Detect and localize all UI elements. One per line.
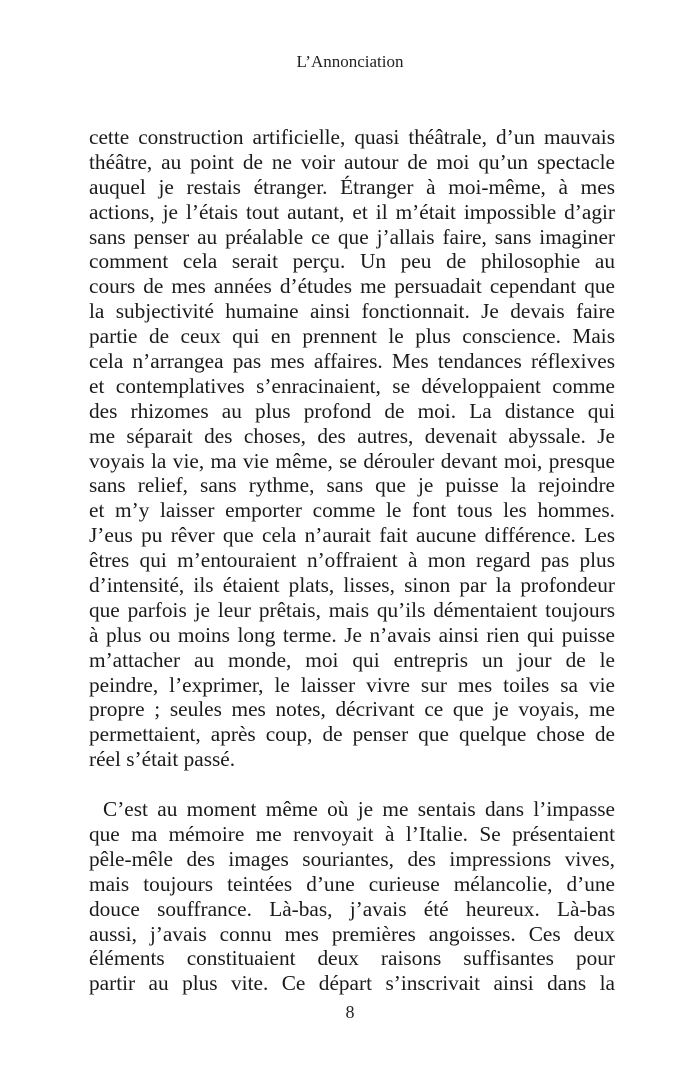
text-line: aussi, j’avais connu mes premières angoisses. Ces deux: [89, 921, 615, 946]
text-line: pêle-mêle des images souriantes, des impressions vives,: [89, 846, 615, 871]
text-line: êtres qui m’entouraient n’offraient à mon regard pas plus: [89, 548, 615, 573]
text-line: actions, je l’étais tout autant, et il m’était impossible d’agir: [89, 199, 615, 224]
text-line: à plus ou moins long terme. Je n’avais ainsi rien qui puisse: [89, 622, 615, 647]
text-line: partir au plus vite. Ce départ s’inscrivait ainsi dans la: [89, 971, 615, 996]
page-number: 8: [345, 1002, 355, 1022]
text-line: me séparait des choses, des autres, devenait abyssale. Je: [89, 423, 615, 448]
text-line: sans relief, sans rythme, sans que je puisse la rejoindre: [89, 473, 615, 498]
text-line: mais toujours teintées d’une curieuse mélancolie, d’une: [89, 871, 615, 896]
text-line: C’est au moment même où je me sentais dans l’impasse: [103, 797, 615, 822]
text-line: et contemplatives s’enracinaient, se développaient comme: [89, 373, 615, 398]
running-head-title: L’Annonciation: [296, 52, 404, 71]
text-line: cours de mes années d’études me persuadait cependant que: [89, 274, 615, 299]
text-line: d’intensité, ils étaient plats, lisses, sinon par la profondeur: [89, 573, 615, 598]
text-line: propre ; seules mes notes, décrivant ce que je voyais, me: [89, 697, 615, 722]
text-line: J’eus pu rêver que cela n’aurait fait aucune différence. Les: [89, 523, 615, 548]
text-line: comment cela serait perçu. Un peu de philosophie au: [89, 249, 615, 274]
text-line: cela n’arrangea pas mes affaires. Mes tendances réflexives: [89, 349, 615, 374]
text-line: théâtre, au point de ne voir autour de moi qu’un spectacle: [89, 149, 615, 174]
text-line: que parfois je leur prêtais, mais qu’ils démentaient toujours: [89, 597, 615, 622]
text-line: et m’y laisser emporter comme le font tous les hommes.: [89, 498, 615, 523]
text-line: cette construction artificielle, quasi théâtrale, d’un mauvais: [89, 125, 615, 149]
text-line: m’attacher au monde, moi qui entrepris un jour de le: [89, 647, 615, 672]
text-line: éléments constituaient deux raisons suffisantes pour: [89, 946, 615, 971]
page-body-text: [89, 125, 615, 996]
text-line: auquel je restais étranger. Étranger à moi-même, à mes: [89, 174, 615, 199]
text-line: peindre, l’exprimer, le laisser vivre sur mes toiles sa vie: [89, 672, 615, 697]
paragraph: [89, 797, 615, 996]
text-line: que ma mémoire me renvoyait à l’Italie. Se présentaient: [89, 821, 615, 846]
text-line: partie de ceux qui en prennent le plus conscience. Mais: [89, 324, 615, 349]
text-line: réel s’était passé.: [89, 747, 236, 772]
text-line: douce souffrance. Là-bas, j’avais été heureux. Là-bas: [89, 896, 615, 921]
text-line: voyais la vie, ma vie même, se dérouler devant moi, presque: [89, 448, 615, 473]
text-line: permettaient, après coup, de penser que quelque chose de: [89, 722, 615, 747]
text-line: sans penser au préalable ce que j’allais faire, sans imaginer: [89, 224, 615, 249]
paragraph-gap: [89, 772, 615, 797]
text-line: des rhizomes au plus profond de moi. La distance qui: [89, 398, 615, 423]
text-line: la subjectivité humaine ainsi fonctionnait. Je devais faire: [89, 299, 615, 324]
paragraph: [89, 125, 615, 772]
